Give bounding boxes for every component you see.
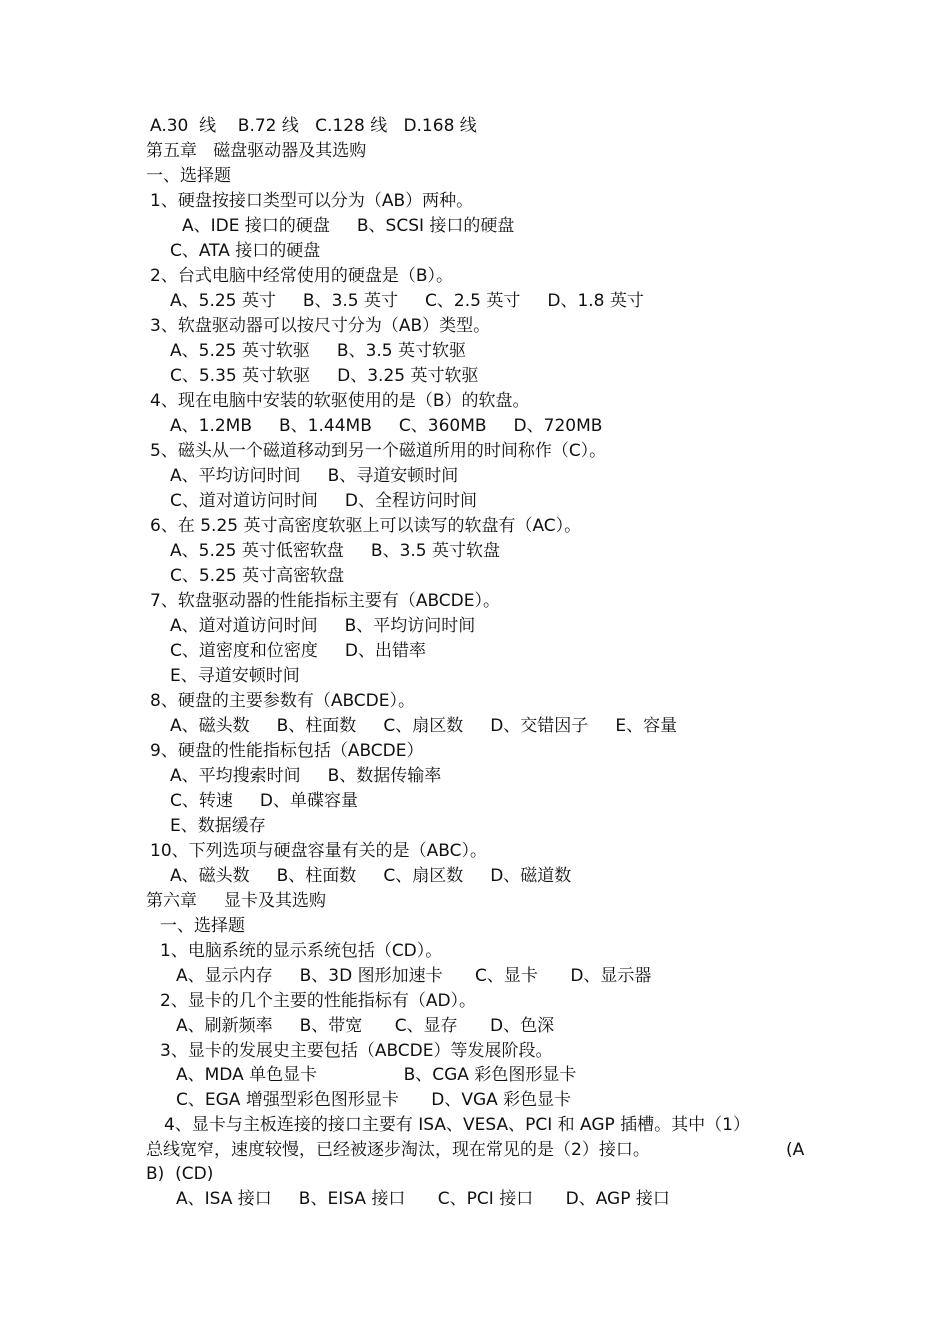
options-line: E、寻道安顿时间 <box>170 666 300 686</box>
question-c6-1: 1、电脑系统的显示系统包括（CD）。 <box>160 941 443 961</box>
options-line: A、显示内存 B、3D 图形加速卡 C、显卡 D、显示器 <box>176 966 652 986</box>
options-line: A、5.25 英寸软驱 B、3.5 英寸软驱 <box>170 341 467 361</box>
question-c6-3: 3、显卡的发展史主要包括（ABCDE）等发展阶段。 <box>160 1041 553 1061</box>
options-line: C、5.35 英寸软驱 D、3.25 英寸软驱 <box>170 366 479 386</box>
options-line: C、道对道访问时间 D、全程访问时间 <box>170 491 477 511</box>
question-7: 7、软盘驱动器的性能指标主要有（ABCDE）。 <box>150 591 501 611</box>
options-line: C、EGA 增强型彩色图形显卡 D、VGA 彩色显卡 <box>176 1090 572 1110</box>
question-3: 3、软盘驱动器可以按尺寸分为（AB）类型。 <box>150 316 491 336</box>
options-line: C、ATA 接口的硬盘 <box>170 241 321 261</box>
question-5: 5、磁头从一个磁道移动到另一个磁道所用的时间称作（C）。 <box>150 441 607 461</box>
answer-line: B) (CD) <box>146 1164 214 1184</box>
question-10: 10、下列选项与硬盘容量有关的是（ABC）。 <box>150 841 487 861</box>
question-4: 4、现在电脑中安装的软驱使用的是（B）的软盘。 <box>150 391 530 411</box>
chapter5-title: 第五章 磁盘驱动器及其选购 <box>146 141 367 161</box>
question-6: 6、在 5.25 英寸高密度软驱上可以读写的软盘有（AC）。 <box>150 516 582 536</box>
question-9: 9、硬盘的性能指标包括（ABCDE） <box>150 741 424 761</box>
options-line: A、5.25 英寸 B、3.5 英寸 C、2.5 英寸 D、1.8 英寸 <box>170 291 644 311</box>
options-line: A、道对道访问时间 B、平均访问时间 <box>170 616 476 636</box>
options-line: A、MDA 单色显卡 B、CGA 彩色图形显卡 <box>176 1065 577 1085</box>
options-line: A、平均访问时间 B、寻道安顿时间 <box>170 466 459 486</box>
options-line: E、数据缓存 <box>170 816 266 836</box>
section-heading: 一、选择题 <box>160 916 245 936</box>
answer-fragment: (A <box>786 1140 805 1160</box>
question-8: 8、硬盘的主要参数有（ABCDE）。 <box>150 691 416 711</box>
options-line: A、平均搜索时间 B、数据传输率 <box>170 766 442 786</box>
options-line: A、磁头数 B、柱面数 C、扇区数 D、交错因子 E、容量 <box>170 716 678 736</box>
question-c6-2: 2、显卡的几个主要的性能指标有（AD）。 <box>160 991 477 1011</box>
options-line: A、1.2MB B、1.44MB C、360MB D、720MB <box>170 416 603 436</box>
question-c6-4-cont: 总线宽窄，速度较慢，已经被逐步淘汰，现在常见的是（2）接口。 <box>146 1140 650 1160</box>
options-line: A、ISA 接口 B、EISA 接口 C、PCI 接口 D、AGP 接口 <box>176 1189 670 1209</box>
options-line: C、转速 D、单碟容量 <box>170 791 358 811</box>
options-line: A、5.25 英寸低密软盘 B、3.5 英寸软盘 <box>170 541 501 561</box>
options-line: A、IDE 接口的硬盘 B、SCSI 接口的硬盘 <box>182 216 515 236</box>
options-line: A、磁头数 B、柱面数 C、扇区数 D、磁道数 <box>170 866 572 886</box>
options-line: C、道密度和位密度 D、出错率 <box>170 641 426 661</box>
chapter6-title: 第六章 显卡及其选购 <box>146 891 327 911</box>
section-heading: 一、选择题 <box>146 166 231 186</box>
options-line: A、刷新频率 B、带宽 C、显存 D、色深 <box>176 1016 555 1036</box>
question-2: 2、台式电脑中经常使用的硬盘是（B）。 <box>150 266 453 286</box>
options-line: C、5.25 英寸高密软盘 <box>170 566 345 586</box>
question-1: 1、硬盘按接口类型可以分为（AB）两种。 <box>150 191 474 211</box>
question-c6-4: 4、显卡与主板连接的接口主要有 ISA、VESA、PCI 和 AGP 插槽。其中（1） <box>164 1115 750 1135</box>
q-prev-options: A.30 线 B.72 线 C.128 线 D.168 线 <box>150 116 477 136</box>
